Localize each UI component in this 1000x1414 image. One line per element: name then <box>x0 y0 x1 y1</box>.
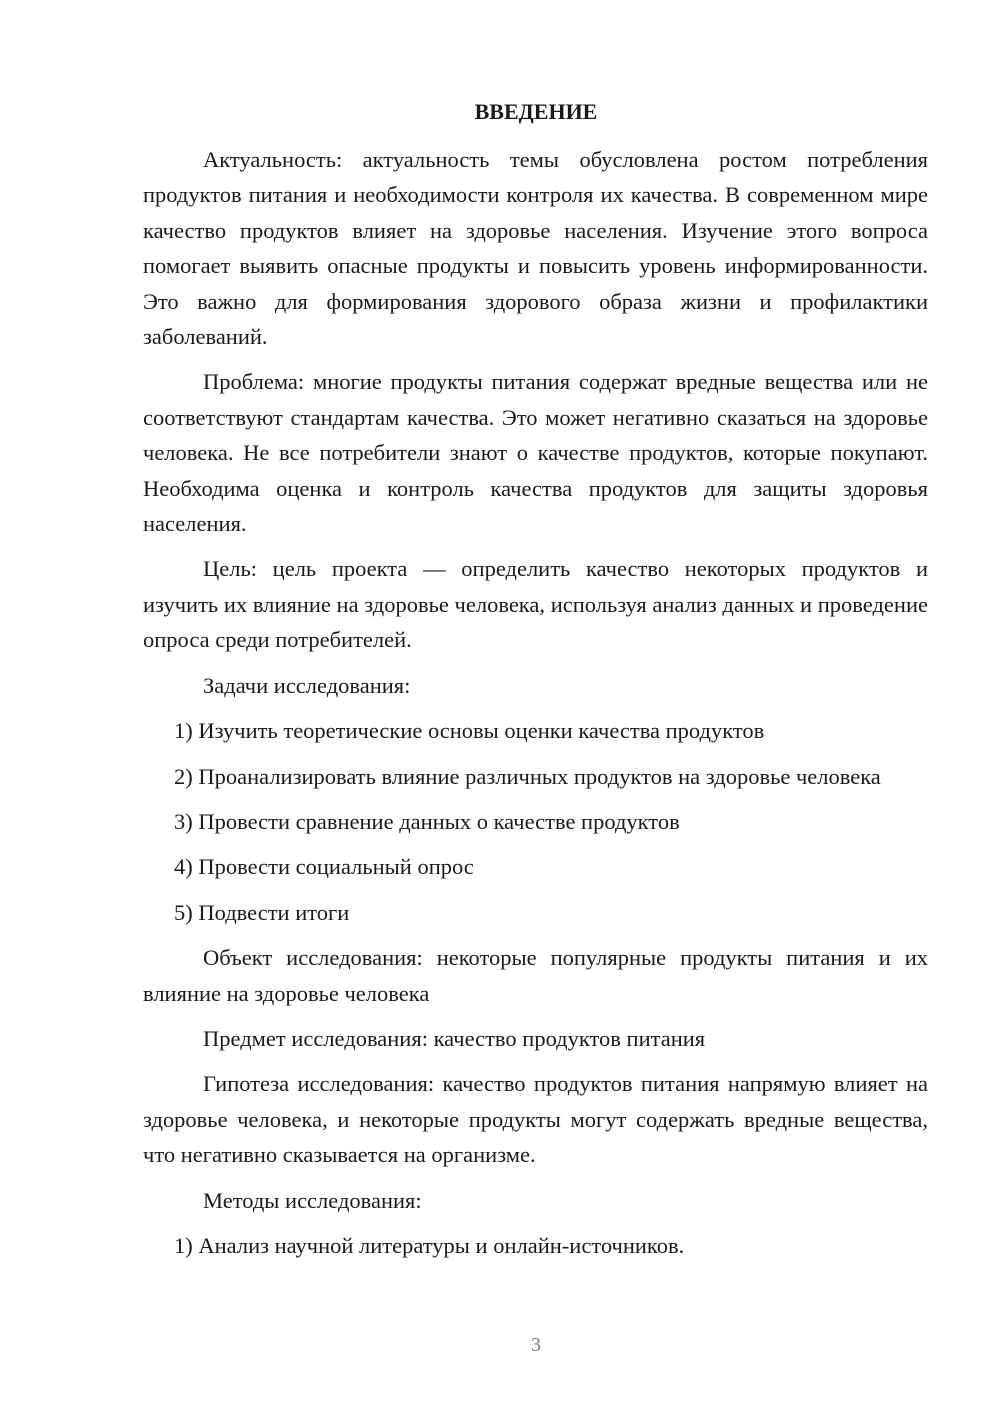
task-item-4: 4) Провести социальный опрос <box>174 854 474 880</box>
page-number: 3 <box>531 1334 541 1356</box>
paragraph-goal: Цель: цель проекта — определить качество некоторых продуктов и изучить их влияние на здоровье человека, используя анализ данных и проведение опроса среди потребителей. <box>143 556 928 653</box>
task-item-5: 5) Подвести итоги <box>174 899 350 925</box>
document-body <box>143 142 928 1263</box>
method-item-1: 1) Анализ научной литературы и онлайн-источников. <box>174 1232 685 1258</box>
paragraph-subject: Предмет исследования: качество продуктов питания <box>203 1025 706 1051</box>
tasks-heading: Задачи исследования: <box>203 672 411 698</box>
paragraph-hypothesis: Гипотеза исследования: качество продуктов питания напрямую влияет на здоровье человека, и некоторые продукты могут содержать вредные вещества, что негативно сказывается на организме. <box>143 1071 928 1168</box>
methods-heading: Методы исследования: <box>203 1187 422 1213</box>
task-item-2: 2) Проанализировать влияние различных продуктов на здоровье человека <box>174 763 881 789</box>
paragraph-problem: Проблема: многие продукты питания содержат вредные вещества или не соответствуют стандартам качества. Это может негативно сказаться на здоровье человека. Не все потребители знают о качестве продуктов, которые покупают. Необходима оценка и контроль качества продуктов для защиты здоровья населения. <box>143 369 928 537</box>
paragraph-relevance: Актуальность: актуальность темы обусловлена ростом потребления продуктов питания и необходимости контроля их качества. В современном мире качество продуктов влияет на здоровье населения. Изучение этого вопроса помогает выявить опасные продукты и повысить уровень информированности. Это важно для формирования здорового образа жизни и профилактики заболеваний. <box>143 147 928 350</box>
page-title: ВВЕДЕНИЕ <box>474 99 598 124</box>
paragraph-object: Объект исследования: некоторые популярные продукты питания и их влияние на здоровье человека <box>143 945 928 1006</box>
task-item-1: 1) Изучить теоретические основы оценки качества продуктов <box>174 718 765 744</box>
task-item-3: 3) Провести сравнение данных о качестве продуктов <box>174 808 680 834</box>
